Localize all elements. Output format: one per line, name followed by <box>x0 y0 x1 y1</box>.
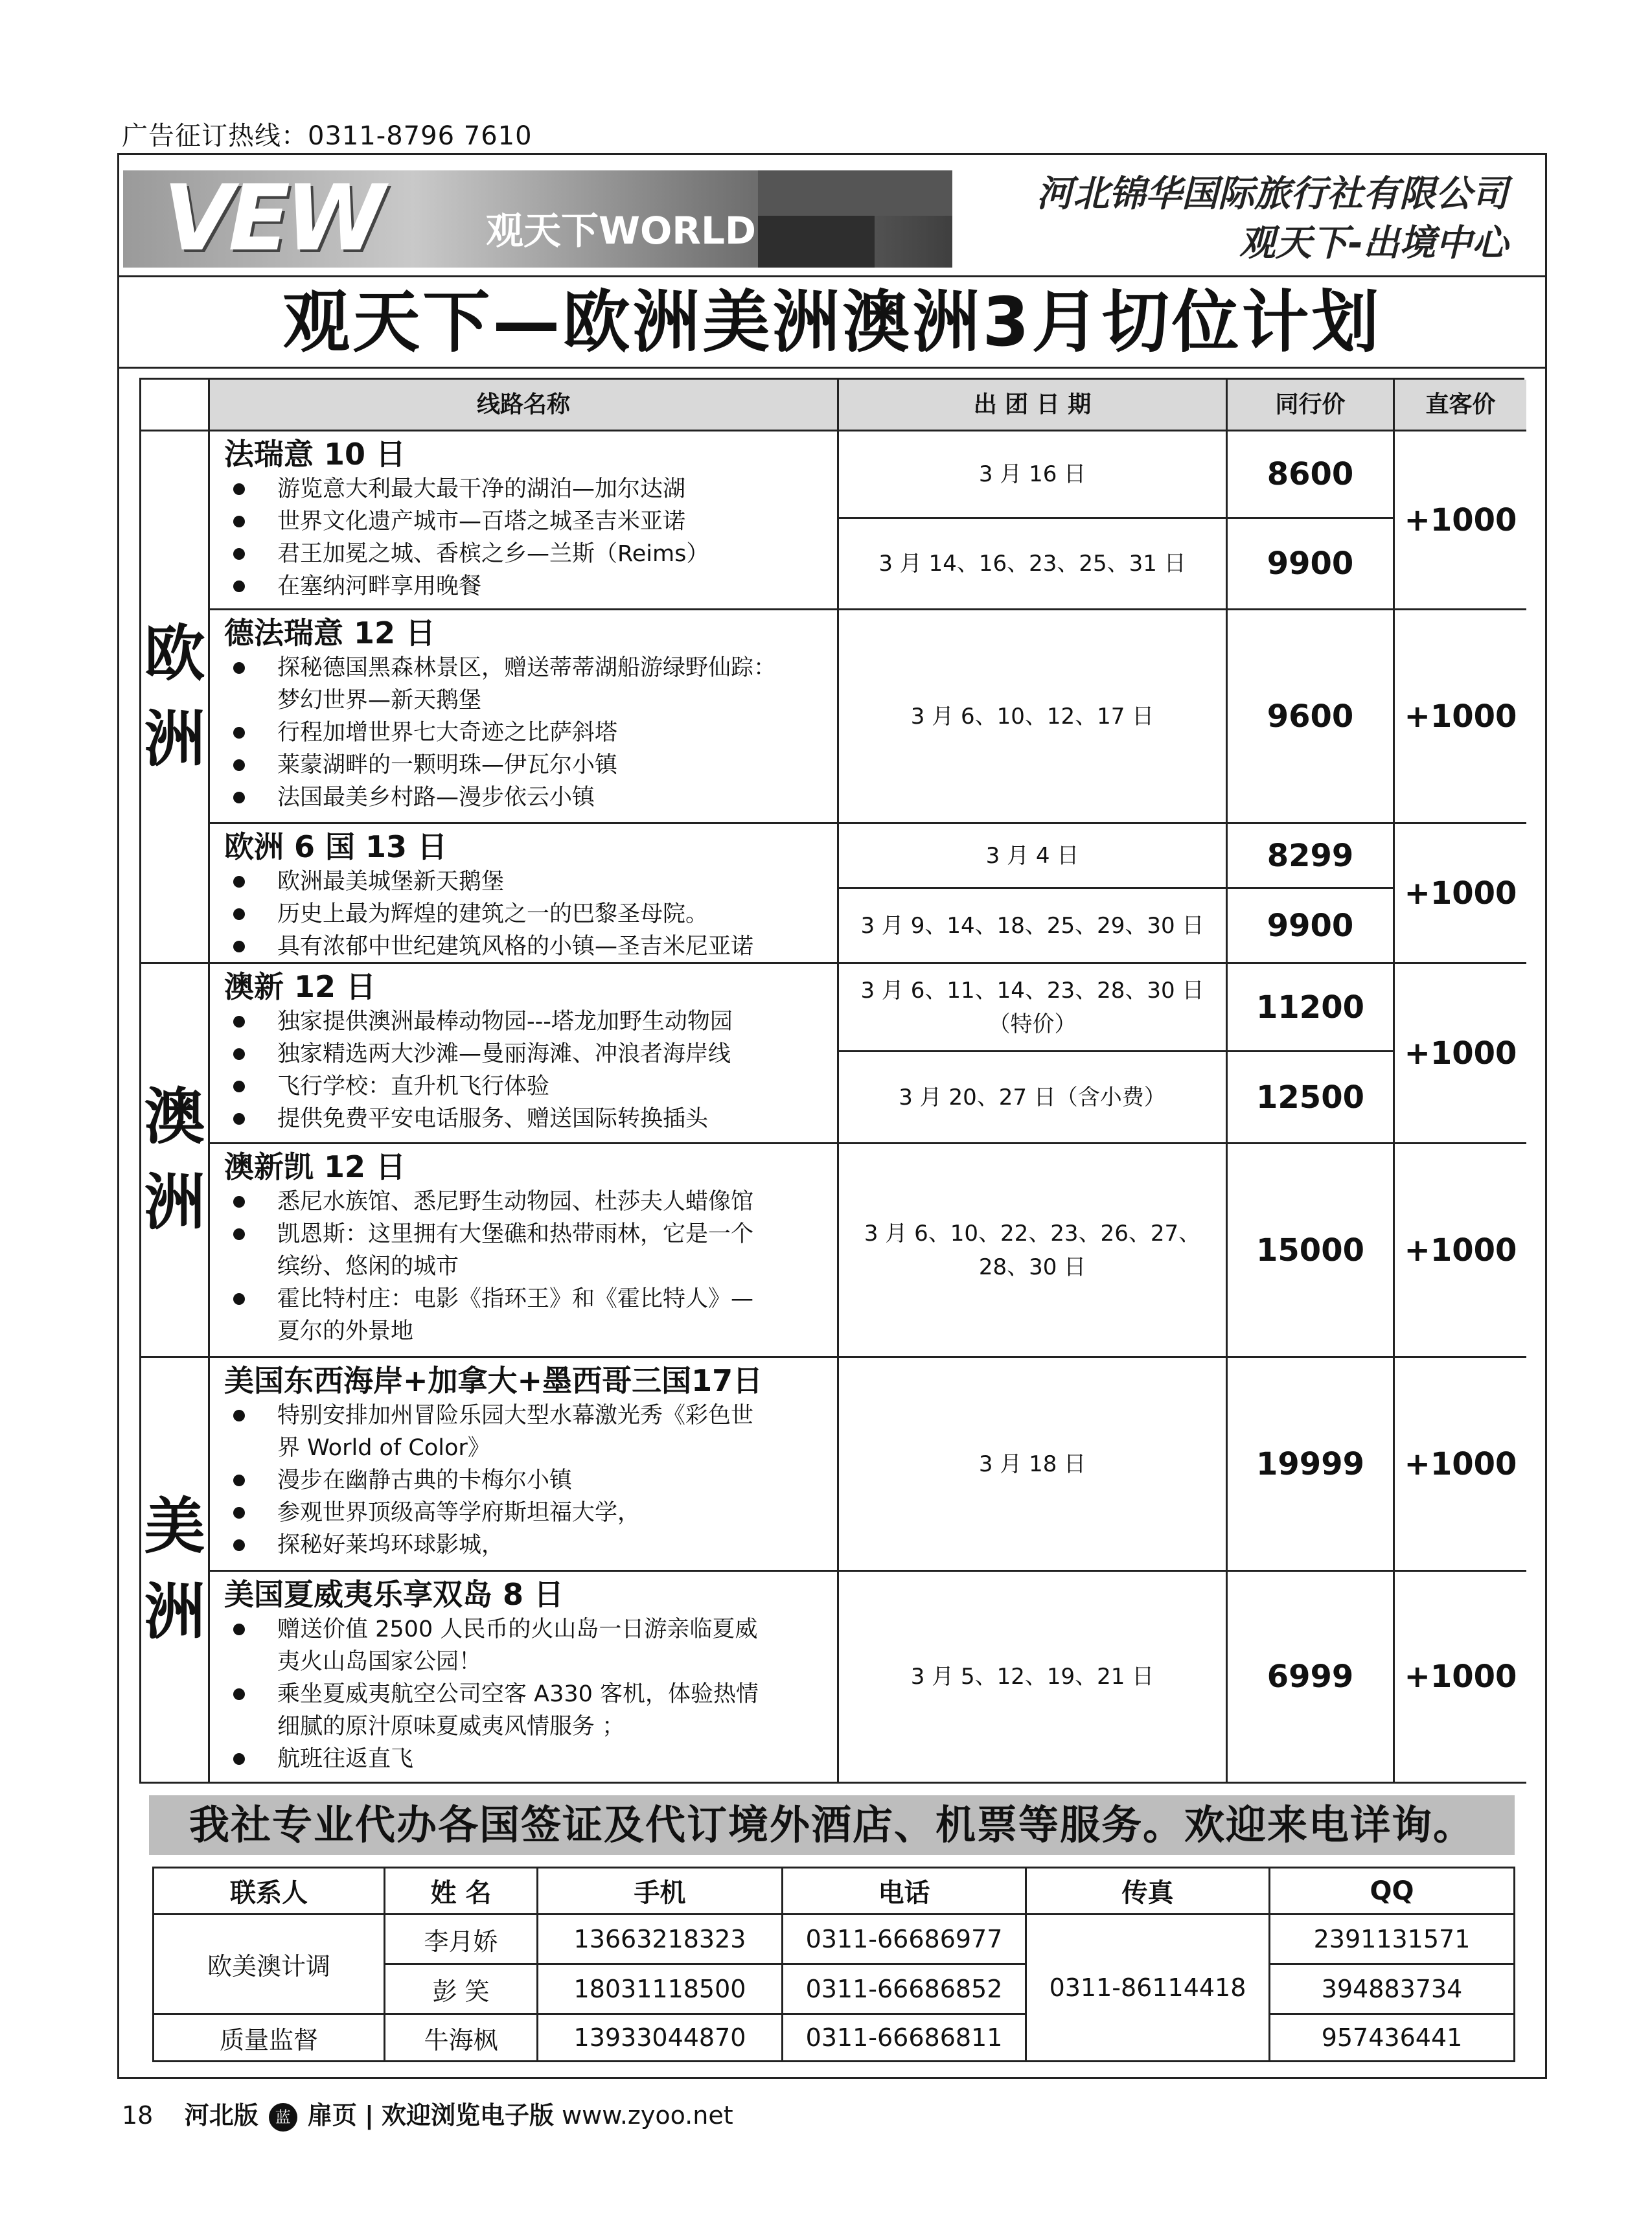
trade-price <box>1228 1358 1395 1572</box>
highlight-text: 参观世界顶级高等学府斯坦福大学， <box>277 1500 641 1526</box>
trade-price <box>1228 1052 1395 1144</box>
date-text: 3 月 6、10、12、17 日 <box>910 703 1154 730</box>
logo-mark: VEW <box>163 166 380 271</box>
date-text: 3 月 14、16、23、25、31 日 <box>878 551 1186 577</box>
highlight-text: 界 World of Color》 <box>277 1435 490 1461</box>
date-text: 3 月 18 日 <box>978 1451 1086 1477</box>
date-text: （特价） <box>988 1011 1077 1037</box>
retail-value: +1000 <box>1404 1445 1517 1482</box>
contact-name: 彭 笑 <box>385 1965 538 2015</box>
bullet-icon <box>233 548 245 560</box>
trade-price <box>1228 1572 1395 1784</box>
company-block <box>1037 170 1508 268</box>
page-title: 观天下—欧洲美洲澳洲3月切位计划 <box>282 282 1382 362</box>
highlight-text: 独家精选两大沙滩—曼丽海滩、冲浪者海岸线 <box>277 1041 731 1067</box>
highlight-text: 乘坐夏威夷航空公司空客 A330 客机，体验热情 <box>277 1681 759 1707</box>
bullet-icon <box>233 483 245 495</box>
highlight-item <box>224 1399 832 1464</box>
highlight-text: 缤纷、悠闲的城市 <box>277 1254 459 1280</box>
bullet-icon <box>233 1410 245 1421</box>
bullet-icon <box>233 908 245 920</box>
ad-hotline: 广告征订热线：0311-8796 7610 <box>122 121 533 151</box>
contact-name: 李月娇 <box>385 1915 538 1965</box>
footer-url[interactable]: www.zyoo.net <box>562 2101 733 2130</box>
contact-header: QQ <box>1270 1868 1513 1915</box>
retail-value: +1000 <box>1404 875 1517 912</box>
contact-fax: 0311-86114418 <box>1027 1915 1270 2060</box>
trade-price <box>1228 964 1395 1052</box>
retail-value: +1000 <box>1404 698 1517 735</box>
contact-mobile: 18031118500 <box>538 1965 783 2015</box>
region-label <box>141 964 210 1358</box>
retail-price <box>1395 1572 1526 1784</box>
service-notice: 我社专业代办各国签证及代订境外酒店、机票等服务。欢迎来电详询。 <box>149 1795 1515 1855</box>
highlight-text: 君王加冕之城、香槟之乡—兰斯（Reims） <box>277 541 709 567</box>
route-cell <box>210 1358 839 1572</box>
bullet-icon <box>233 1688 245 1700</box>
contact-header: 传真 <box>1027 1868 1270 1915</box>
highlight-text: 法国最美乡村路—漫步依云小镇 <box>277 785 595 811</box>
region-char: 洲 <box>144 1577 205 1648</box>
price-value: 9600 <box>1267 698 1354 735</box>
highlight-text: 莱蒙湖畔的一颗明珠—伊瓦尔小镇 <box>277 752 618 778</box>
edition-badge-icon: 蓝 <box>269 2103 297 2132</box>
highlight-item <box>224 570 832 603</box>
highlight-text: 飞行学校：直升机飞行体验 <box>277 1074 550 1099</box>
bullet-icon <box>233 516 245 527</box>
departure-dates <box>839 519 1228 610</box>
company-name: 河北锦华国际旅行社有限公司 <box>1037 173 1508 215</box>
page-number: 18 <box>122 2101 154 2130</box>
contact-qq: 957436441 <box>1321 2023 1463 2052</box>
highlight-item <box>224 652 832 717</box>
date-text: 3 月 6、10、22、23、26、27、 <box>864 1220 1201 1247</box>
logo-text: 观天下WORLD <box>486 209 757 253</box>
highlight-item <box>224 538 832 570</box>
route-name: 法瑞意 10 日 <box>224 437 406 472</box>
highlight-text: 在塞纳河畔享用晚餐 <box>277 573 482 599</box>
footer-separator: | <box>365 2101 374 2130</box>
region-char: 美 <box>144 1491 205 1562</box>
region-label <box>141 431 210 964</box>
section-label: 扉页 <box>307 2101 357 2130</box>
retail-value: +1000 <box>1404 1035 1517 1072</box>
highlight-item <box>224 505 832 538</box>
price-value: 6999 <box>1267 1659 1354 1695</box>
price-value: 11200 <box>1256 989 1364 1026</box>
highlight-item <box>224 1743 832 1775</box>
date-text: 28、30 日 <box>978 1254 1086 1280</box>
column-header: 线路名称 <box>210 380 839 431</box>
highlight-text: 霍比特村庄：电影《指环王》和《霍比特人》— <box>277 1286 754 1312</box>
date-text: 3 月 6、11、14、23、28、30 日 <box>860 977 1204 1004</box>
trade-price <box>1228 1144 1395 1358</box>
bullet-icon <box>233 941 245 952</box>
region-label <box>141 1358 210 1784</box>
trade-price <box>1228 824 1395 889</box>
contact-header: 电话 <box>783 1868 1027 1915</box>
bullet-icon <box>233 1016 245 1028</box>
price-value: 8600 <box>1267 456 1354 492</box>
highlight-item <box>224 898 832 930</box>
contact-group: 质量监督 <box>154 2015 385 2060</box>
contact-header: 姓 名 <box>385 1868 538 1915</box>
price-value: 19999 <box>1256 1445 1364 1482</box>
trade-price <box>1228 610 1395 824</box>
contact-phone: 0311-66686811 <box>783 2015 1027 2060</box>
page-footer <box>122 2096 733 2135</box>
contact-mobile: 13933044870 <box>538 2015 783 2060</box>
retail-price <box>1395 1358 1526 1572</box>
column-header: 同行价 <box>1228 380 1395 431</box>
route-name: 德法瑞意 12 日 <box>224 615 436 650</box>
retail-price <box>1395 1144 1526 1358</box>
contact-header: 手机 <box>538 1868 783 1915</box>
highlight-item <box>224 781 832 814</box>
price-value: 15000 <box>1256 1232 1364 1269</box>
highlight-text: 夏尔的外景地 <box>277 1318 414 1344</box>
trade-price <box>1228 431 1395 519</box>
region-char: 欧 <box>144 618 205 689</box>
highlight-text: 具有浓郁中世纪建筑风格的小镇—圣吉米尼亚诺 <box>277 934 754 960</box>
route-cell <box>210 964 839 1144</box>
highlight-item <box>224 1497 832 1529</box>
route-cell <box>210 1572 839 1784</box>
departure-dates <box>839 1358 1228 1572</box>
corner-cell <box>141 380 210 431</box>
bullet-icon <box>233 581 245 592</box>
highlight-item <box>224 1038 832 1070</box>
divider <box>117 367 1547 369</box>
highlight-text: 世界文化遗产城市—百塔之城圣吉米亚诺 <box>277 509 686 535</box>
highlight-text: 航班往返直飞 <box>277 1746 414 1772</box>
retail-price <box>1395 964 1526 1144</box>
highlight-item <box>224 749 832 781</box>
departure-dates <box>839 431 1228 519</box>
highlight-item <box>224 1218 832 1283</box>
retail-value: +1000 <box>1404 501 1517 538</box>
route-cell <box>210 1144 839 1358</box>
route-name: 欧洲 6 国 13 日 <box>224 829 448 864</box>
price-value: 9900 <box>1267 546 1354 582</box>
highlight-text: 行程加增世界七大奇迹之比萨斜塔 <box>277 720 618 746</box>
highlight-text: 赠送价值 2500 人民币的火山岛一日游亲临夏威 <box>277 1616 758 1642</box>
bullet-icon <box>233 792 245 803</box>
date-text: 3 月 5、12、19、21 日 <box>910 1664 1154 1690</box>
highlight-item <box>224 1103 832 1135</box>
highlight-text: 悉尼水族馆、悉尼野生动物园、杜莎夫人蜡像馆 <box>277 1189 754 1215</box>
highlight-text: 特别安排加州冒险乐园大型水幕激光秀《彩色世 <box>277 1403 754 1429</box>
bullet-icon <box>233 662 245 674</box>
footer-tagline: 欢迎浏览电子版 <box>381 2101 554 2130</box>
company-dept: 观天下-出境中心 <box>1239 222 1508 264</box>
route-name: 美国东西海岸+加拿大+墨西哥三国17日 <box>224 1363 763 1398</box>
contact-phone: 0311-66686977 <box>783 1915 1027 1965</box>
highlight-item <box>224 930 832 963</box>
departure-dates <box>839 1052 1228 1144</box>
contact-qq: 2391131571 <box>1270 1915 1513 1965</box>
highlight-text: 探秘德国黑森林景区，赠送蒂蒂湖船游绿野仙踪： <box>277 655 777 681</box>
retail-value: +1000 <box>1404 1232 1517 1269</box>
highlight-item <box>224 717 832 749</box>
trade-price <box>1228 889 1395 964</box>
retail-price <box>1395 824 1526 964</box>
bullet-icon <box>233 1507 245 1519</box>
itinerary-table <box>139 378 1524 1784</box>
highlight-text: 梦幻世界—新天鹅堡 <box>277 687 482 713</box>
contact-name: 牛海枫 <box>385 2015 538 2060</box>
highlight-item <box>224 1283 832 1348</box>
price-value: 9900 <box>1267 907 1354 944</box>
departure-dates <box>839 964 1228 1052</box>
region-char: 洲 <box>144 1167 205 1238</box>
route-name: 澳新 12 日 <box>224 969 376 1004</box>
bullet-icon <box>233 1196 245 1208</box>
logo-banner <box>123 166 952 271</box>
highlight-item <box>224 1464 832 1497</box>
bullet-icon <box>233 1113 245 1125</box>
highlight-item <box>224 1529 832 1561</box>
banner-deco <box>758 170 952 216</box>
departure-dates <box>839 1572 1228 1784</box>
column-header: 直客价 <box>1395 380 1526 431</box>
contact-mobile: 13663218323 <box>538 1915 783 1965</box>
highlight-text: 游览意大利最大最干净的湖泊—加尔达湖 <box>277 476 686 502</box>
highlight-item <box>224 1678 832 1743</box>
route-cell <box>210 824 839 964</box>
highlight-item <box>224 1186 832 1218</box>
banner-deco <box>758 216 875 268</box>
highlight-item <box>224 1006 832 1038</box>
departure-dates <box>839 1144 1228 1358</box>
departure-dates <box>839 824 1228 889</box>
price-value: 8299 <box>1267 837 1354 874</box>
bullet-icon <box>233 1475 245 1486</box>
highlight-item <box>224 1613 832 1678</box>
bullet-icon <box>233 1624 245 1635</box>
date-text: 3 月 16 日 <box>978 461 1086 487</box>
contact-header: 联系人 <box>154 1868 385 1915</box>
date-text: 3 月 9、14、18、25、29、30 日 <box>860 912 1204 939</box>
trade-price <box>1228 519 1395 610</box>
date-text: 3 月 20、27 日（含小费） <box>899 1084 1166 1110</box>
highlight-text: 历史上最为辉煌的建筑之一的巴黎圣母院。 <box>277 901 709 927</box>
route-name: 美国夏威夷乐享双岛 8 日 <box>224 1577 564 1612</box>
bullet-icon <box>233 1048 245 1060</box>
departure-dates <box>839 610 1228 824</box>
highlight-text: 细腻的原汁原味夏威夷风情服务 ； <box>277 1714 625 1740</box>
bullet-icon <box>233 1293 245 1305</box>
contact-qq: 394883734 <box>1270 1965 1513 2015</box>
highlight-text: 凯恩斯：这里拥有大堡礁和热带雨林，它是一个 <box>277 1221 754 1247</box>
date-text: 3 月 4 日 <box>985 842 1079 869</box>
bullet-icon <box>233 759 245 771</box>
bullet-icon <box>233 1539 245 1551</box>
bullet-icon <box>233 1753 245 1765</box>
edition-label: 河北版 <box>184 2101 258 2130</box>
highlight-item <box>224 473 832 505</box>
retail-price <box>1395 610 1526 824</box>
contact-group: 欧美澳计调 <box>154 1915 385 2015</box>
route-name: 澳新凯 12 日 <box>224 1149 406 1184</box>
route-cell <box>210 431 839 610</box>
price-value: 12500 <box>1256 1079 1364 1116</box>
divider <box>117 275 1547 277</box>
bullet-icon <box>233 876 245 888</box>
departure-dates <box>839 889 1228 964</box>
retail-price <box>1395 431 1526 610</box>
highlight-text: 漫步在幽静古典的卡梅尔小镇 <box>277 1467 573 1493</box>
region-char: 澳 <box>144 1081 205 1153</box>
highlight-item <box>224 866 832 898</box>
region-char: 洲 <box>144 704 205 775</box>
highlight-text: 夷火山岛国家公园！ <box>277 1649 482 1675</box>
bullet-icon <box>233 1228 245 1240</box>
route-cell <box>210 610 839 824</box>
retail-value: +1000 <box>1404 1659 1517 1695</box>
bullet-icon <box>233 1081 245 1092</box>
bullet-icon <box>233 727 245 739</box>
contact-table <box>152 1867 1515 2062</box>
highlight-text: 欧洲最美城堡新天鹅堡 <box>277 869 505 895</box>
contact-phone: 0311-66686852 <box>783 1965 1027 2015</box>
highlight-text: 探秘好莱坞环球影城， <box>277 1532 505 1558</box>
highlight-item <box>224 1070 832 1103</box>
highlight-text: 提供免费平安电话服务、赠送国际转换插头 <box>277 1106 709 1132</box>
highlight-text: 独家提供澳洲最棒动物园---塔龙加野生动物园 <box>277 1009 733 1035</box>
column-header: 出 团 日 期 <box>839 380 1228 431</box>
